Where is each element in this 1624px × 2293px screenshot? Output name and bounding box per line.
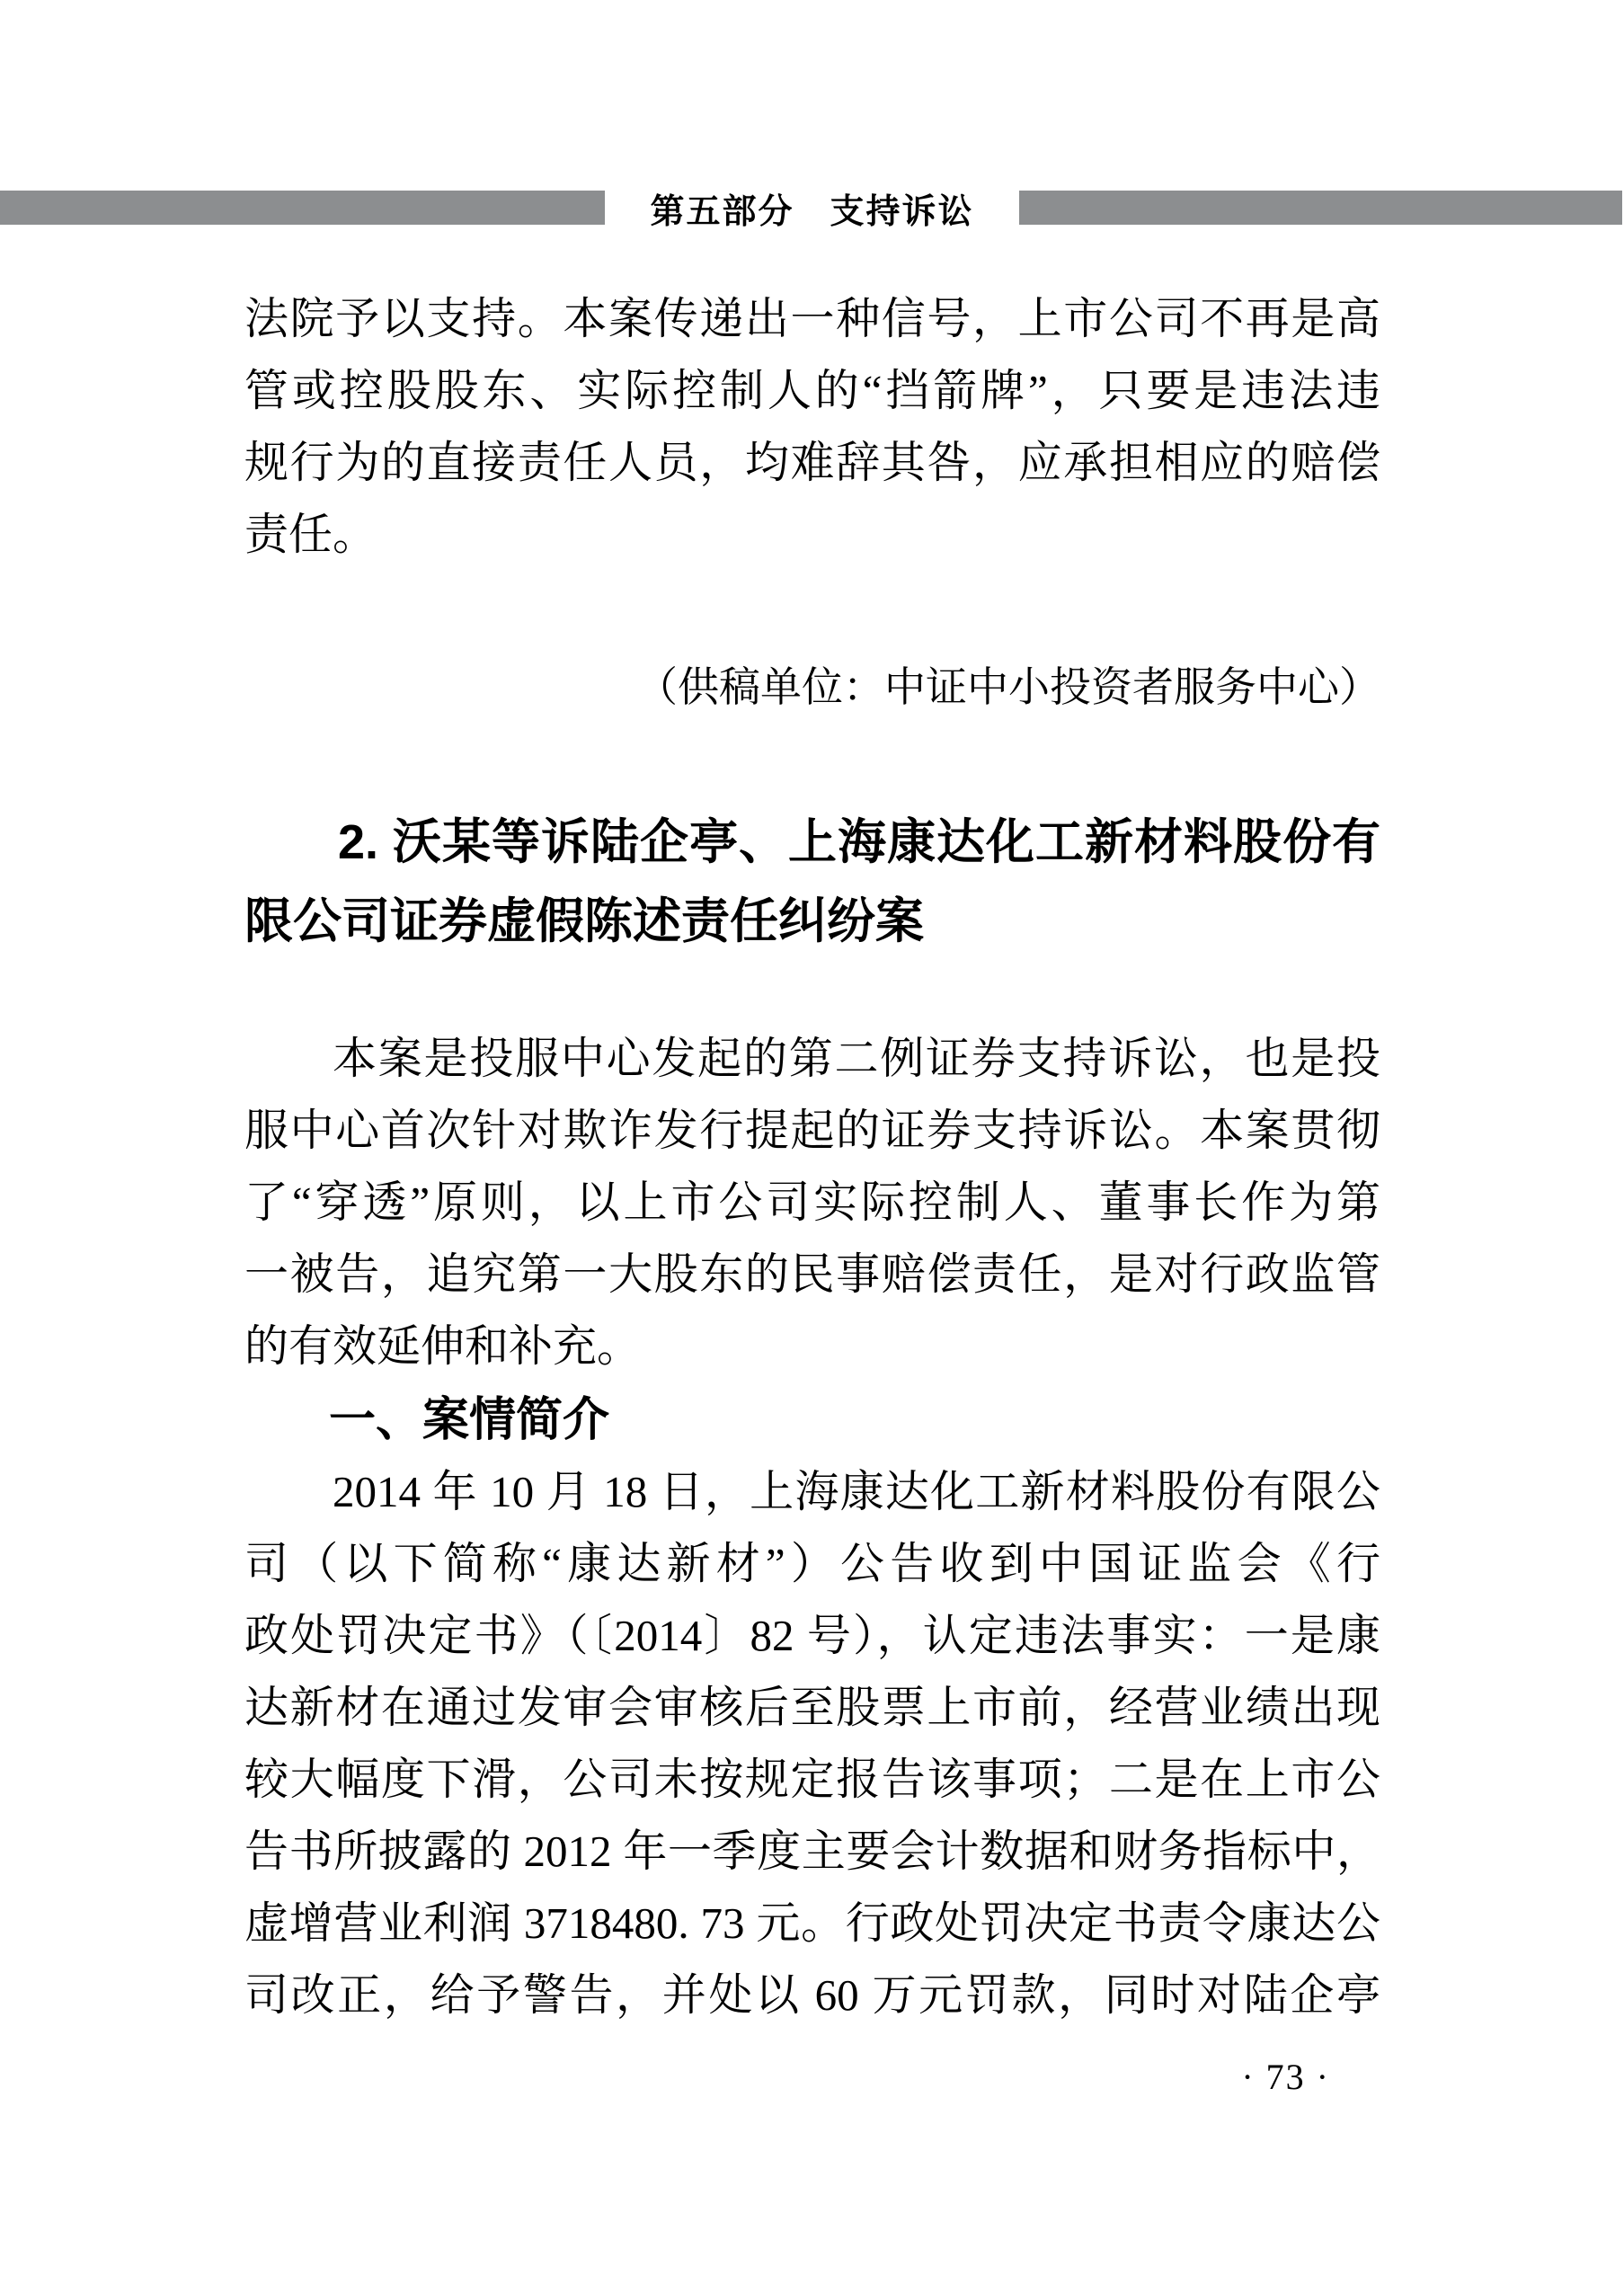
text-line: 了“穿透”原则，以上市公司实际控制人、董事长作为第 <box>244 1178 1380 1227</box>
header-rule-left <box>0 191 605 225</box>
text-line: 的有效延伸和补充。 <box>244 1321 642 1371</box>
paragraph-facts <box>244 1456 1380 2031</box>
text-line: 2014 年 10 月 18 日，上海康达化工新材料股份有限公 <box>333 1467 1380 1516</box>
text-line: 达新材在通过发审会审核后至股票上市前，经营业绩出现 <box>244 1683 1380 1732</box>
text-line: 政处罚决定书》（〔2014〕82 号），认定违法事实：一是康 <box>244 1611 1380 1660</box>
text-line: 虚增营业利润 3718480. 73 元。行政处罚决定书责令康达公 <box>244 1898 1380 1948</box>
paragraph-conclusion <box>244 283 1380 571</box>
page-number: · 73 · <box>1241 2057 1330 2097</box>
case-title-heading <box>244 803 1380 961</box>
running-header-title: 第五部分 支持诉讼 <box>650 192 974 231</box>
subsection-heading: 一、案情简介 <box>329 1394 610 1446</box>
header-rule-right <box>1019 191 1622 225</box>
heading-line: 2. 沃某等诉陆企亭、上海康达化工新材料股份有 <box>338 815 1380 869</box>
attribution-line: （供稿单位：中证中小投资者服务中心） <box>636 664 1380 710</box>
text-line: 本案是投服中心发起的第二例证券支持诉讼，也是投 <box>333 1034 1380 1083</box>
text-line: 司改正，给予警告，并处以 60 万元罚款，同时对陆企亭 <box>244 1970 1380 2020</box>
text-line: 管或控股股东、实际控制人的“挡箭牌”，只要是违法违 <box>244 366 1380 415</box>
paragraph-overview <box>244 1023 1380 1382</box>
text-line: 司（以下简称“康达新材”）公告收到中国证监会《行 <box>244 1539 1380 1588</box>
text-line: 一被告，追究第一大股东的民事赔偿责任，是对行政监管 <box>244 1249 1380 1299</box>
heading-line: 限公司证券虚假陈述责任纠纷案 <box>244 894 924 948</box>
text-line: 规行为的直接责任人员，均难辞其咎，应承担相应的赔偿 <box>244 438 1380 487</box>
text-line: 服中心首次针对欺诈发行提起的证券支持诉讼。本案贯彻 <box>244 1106 1380 1155</box>
text-line: 法院予以支持。本案传递出一种信号，上市公司不再是高 <box>244 294 1380 343</box>
text-line: 较大幅度下滑，公司未按规定报告该事项；二是在上市公 <box>244 1755 1380 1804</box>
text-line: 责任。 <box>244 510 377 559</box>
text-line: 告书所披露的 2012 年一季度主要会计数据和财务指标中， <box>244 1826 1380 1876</box>
